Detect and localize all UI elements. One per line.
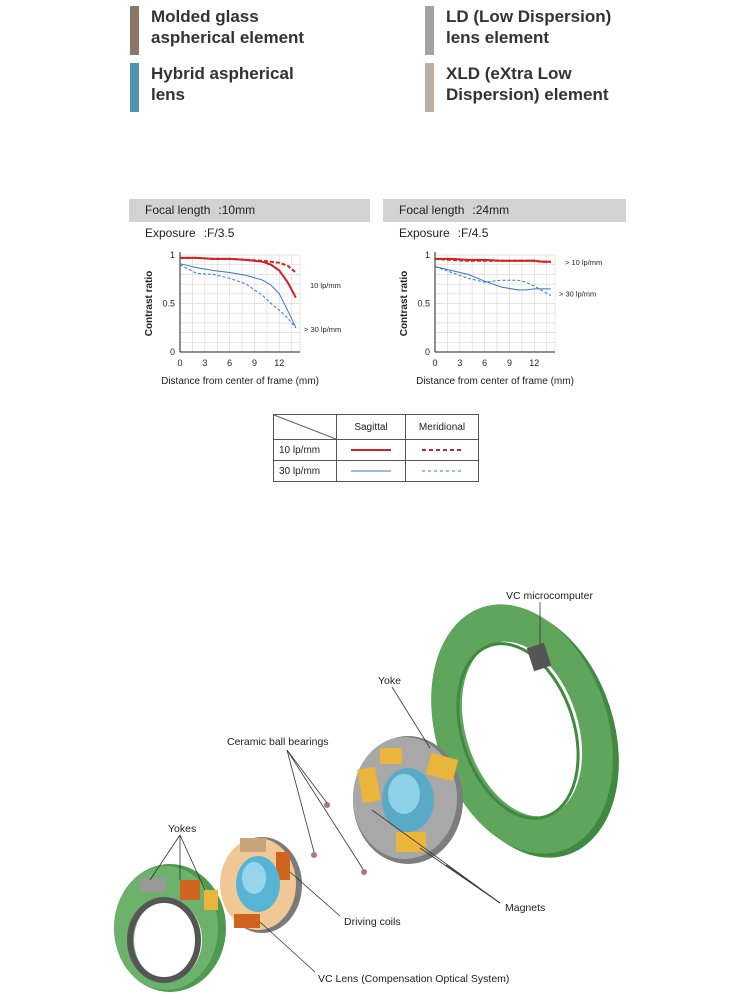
annotation-30lp: > 30 lp/mm [559, 289, 597, 299]
legend-molded-glass [130, 6, 371, 55]
x-tick-label: 0 [177, 358, 183, 368]
chart-header-10mm [129, 199, 370, 240]
legend-swatch [130, 63, 139, 112]
ball-bearing [361, 869, 367, 875]
key-row-label: 30 lp/mm [274, 461, 337, 482]
x-tick-label: 6 [227, 358, 233, 368]
legend-swatch [425, 6, 434, 55]
legend-ld [425, 6, 666, 55]
yoke-ring [114, 864, 226, 992]
y-axis-label: Contrast ratio [399, 270, 410, 337]
y-axis-label: Contrast ratio [144, 270, 155, 337]
key-header-sagittal: Sagittal [337, 415, 406, 440]
ball-bearing [311, 852, 317, 858]
x-axis-label: Distance from center of frame (mm) [161, 376, 319, 387]
chart-header-24mm [383, 199, 626, 240]
x-tick-label: 0 [432, 358, 438, 368]
label-vc-microcomputer: VC microcomputer [506, 590, 593, 602]
key-swatch-sagittal-30 [337, 461, 406, 482]
y-tick-label: 0 [424, 347, 430, 357]
label-magnets: Magnets [505, 902, 546, 914]
x-tick-label: 12 [274, 358, 285, 368]
legend-label: Hybrid aspherical lens [151, 64, 294, 104]
key-swatch-meridional-10 [406, 440, 479, 461]
y-tick-label: 1 [169, 250, 175, 260]
legend-hybrid-aspherical [130, 63, 371, 112]
mtf-chart-24mm [390, 240, 620, 390]
legend-swatch [425, 63, 434, 112]
label-yokes: Yokes [168, 823, 197, 835]
x-tick-label: 6 [482, 358, 488, 368]
vc-mechanism-diagram [0, 560, 750, 1000]
series-line [180, 264, 296, 328]
key-swatch-sagittal-10 [337, 440, 406, 461]
focal-length-label: Focal length :24mm [399, 203, 510, 217]
label-driving-coils: Driving coils [344, 916, 401, 928]
exposure-label: Exposure :F/3.5 [145, 226, 235, 240]
magnet-unit [353, 736, 463, 864]
y-tick-label: 0 [169, 347, 175, 357]
key-swatch-meridional-30 [406, 461, 479, 482]
key-header-meridional: Meridional [406, 415, 479, 440]
x-axis-label: Distance from center of frame (mm) [416, 376, 574, 387]
x-tick-label: 3 [457, 358, 463, 368]
vc-lens-unit [220, 837, 302, 933]
annotation-10lp: 10 lp/mm [310, 281, 341, 291]
annotation-30lp: > 30 lp/mm [304, 324, 342, 334]
mtf-chart-10mm [135, 240, 360, 390]
series-line [180, 258, 296, 298]
x-tick-label: 9 [506, 358, 512, 368]
annotation-10lp: > 10 lp/mm [565, 257, 603, 267]
label-yoke: Yoke [378, 675, 401, 687]
series-line [435, 267, 551, 290]
key-row-label: 10 lp/mm [274, 440, 337, 461]
legend-swatch [130, 6, 139, 55]
legend-label: Molded glass aspherical element [151, 7, 305, 47]
key-table-corner [274, 415, 337, 440]
x-tick-label: 3 [202, 358, 208, 368]
legend-xld [425, 63, 666, 112]
label-ceramic-ball-bearings: Ceramic ball bearings [227, 736, 329, 748]
mtf-key-table [273, 414, 479, 482]
legend-label: LD (Low Dispersion) lens element [446, 7, 612, 47]
label-vc-lens: VC Lens (Compensation Optical System) [318, 973, 510, 985]
y-tick-label: 1 [424, 250, 430, 260]
exposure-label: Exposure :F/4.5 [399, 226, 489, 240]
x-tick-label: 12 [529, 358, 540, 368]
legend-label: XLD (eXtra Low Dispersion) element [446, 64, 609, 104]
y-tick-label: 0.5 [162, 298, 175, 309]
y-tick-label: 0.5 [417, 298, 430, 309]
focal-length-label: Focal length :10mm [145, 203, 256, 217]
x-tick-label: 9 [251, 358, 257, 368]
